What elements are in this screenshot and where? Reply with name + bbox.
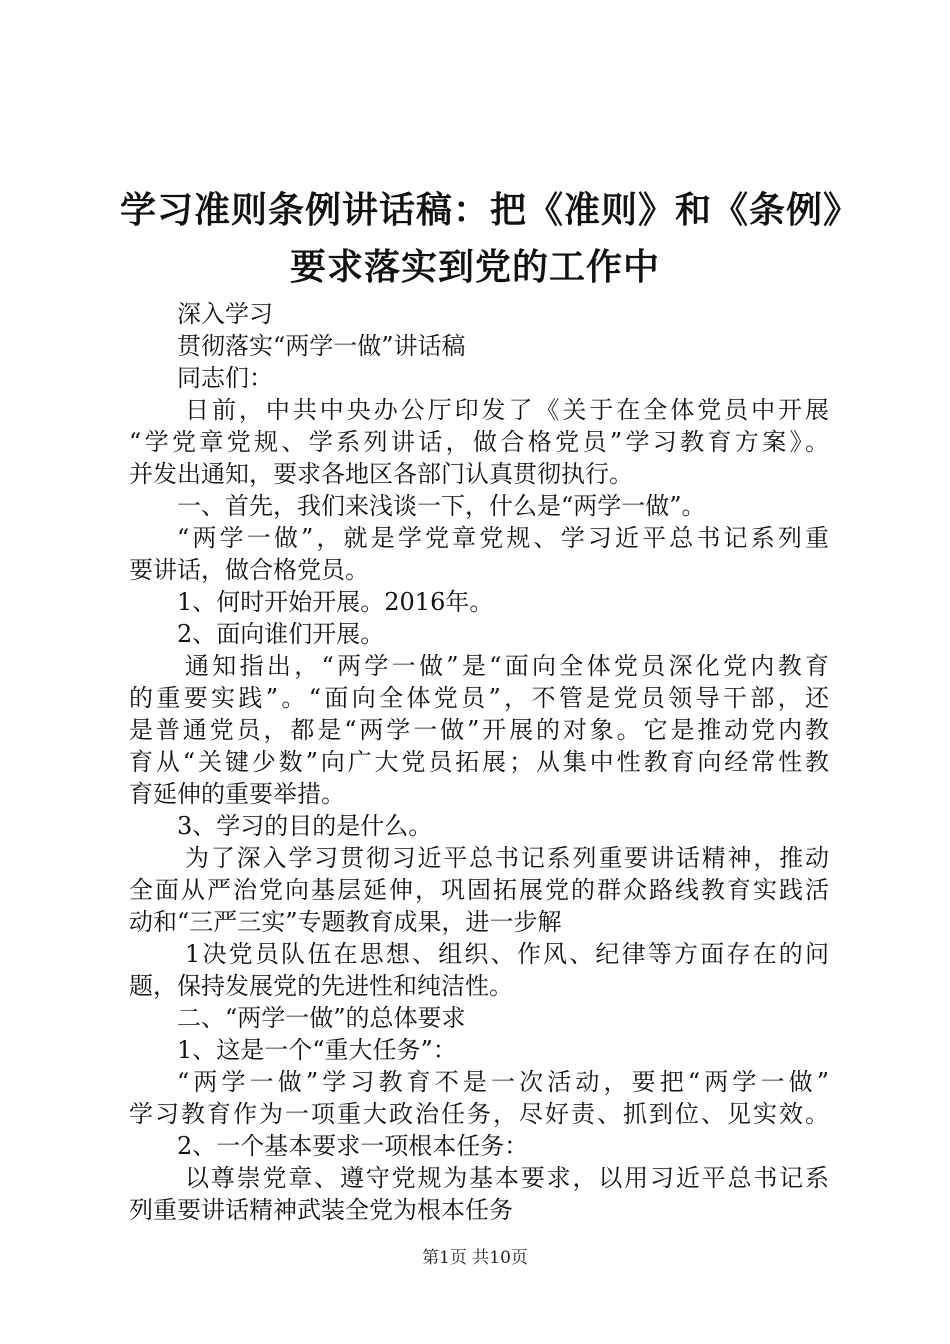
- paragraph-line: 日前，中共中央办公厅印发了《关于在全体党员中开展: [185, 396, 829, 424]
- paragraph-line: 育从“关键少数”向广大党员拓展；从集中性教育向经常性教: [129, 748, 829, 776]
- paragraph-line: 1决党员队伍在思想、组织、作风、纪律等方面存在的问: [185, 940, 829, 968]
- paragraph-line: 并发出通知，要求各地区各部门认真贯彻执行。: [129, 460, 633, 488]
- paragraph-line: 通知指出，“两学一做”是“面向全体党员深化党内教育: [185, 652, 829, 680]
- document-title-line-2: 要求落实到党的工作中: [289, 246, 660, 288]
- paragraph-line: 2、一个基本要求一项根本任务：: [177, 1132, 529, 1160]
- paragraph-line: 是普通党员，都是“两学一做”开展的对象。它是推动党内教: [129, 716, 829, 744]
- paragraph-line: 题，保持发展党的先进性和纯洁性。: [129, 972, 513, 1000]
- paragraph-line: “两学一做”学习教育不是一次活动，要把“两学一做”: [177, 1068, 829, 1096]
- paragraph-line: 学习教育作为一项重大政治任务，尽好责、抓到位、见实效。: [129, 1100, 829, 1128]
- paragraph-line: 深入学习: [177, 300, 273, 328]
- paragraph-line: 以尊崇党章、遵守党规为基本要求，以用习近平总书记系: [185, 1164, 829, 1192]
- paragraph-line: “学党章党规、学系列讲话，做合格党员”学习教育方案》。: [129, 428, 829, 456]
- paragraph-line: 的重要实践”。“面向全体党员”，不管是党员领导干部，还: [129, 684, 829, 712]
- paragraph-line: 要讲话，做合格党员。: [129, 556, 369, 584]
- document-title-line-1: 学习准则条例讲话稿：把《准则》和《条例》: [120, 189, 861, 231]
- paragraph-line: 1、这是一个“重大任务”：: [177, 1036, 457, 1064]
- paragraph-line: 3、学习的目的是什么。: [177, 812, 433, 840]
- paragraph-line: 同志们：: [177, 364, 273, 392]
- paragraph-line: 为了深入学习贯彻习近平总书记系列重要讲话精神，推动: [185, 844, 829, 872]
- paragraph-line: 一、首先，我们来浅谈一下，什么是“两学一做”。: [177, 492, 706, 520]
- paragraph-line: 动和“三严三实”专题教育成果，进一步解: [129, 908, 562, 936]
- paragraph-line: 2、面向谁们开展。: [177, 620, 385, 648]
- paragraph-line: 二、“两学一做”的总体要求: [177, 1004, 466, 1032]
- paragraph-line: 育延伸的重要举措。: [129, 780, 345, 808]
- page-number-footer: 第1页 共10页: [422, 1248, 528, 1268]
- paragraph-line: 全面从严治党向基层延伸，巩固拓展党的群众路线教育实践活: [129, 876, 829, 904]
- paragraph-line: 列重要讲话精神武装全党为根本任务: [129, 1196, 513, 1224]
- paragraph-line: 贯彻落实“两学一做”讲话稿: [177, 332, 466, 360]
- paragraph-line: 1、何时开始开展。2016年。: [177, 588, 494, 616]
- document-body: [129, 298, 829, 1226]
- paragraph-line: “两学一做”，就是学党章党规、学习近平总书记系列重: [177, 524, 829, 552]
